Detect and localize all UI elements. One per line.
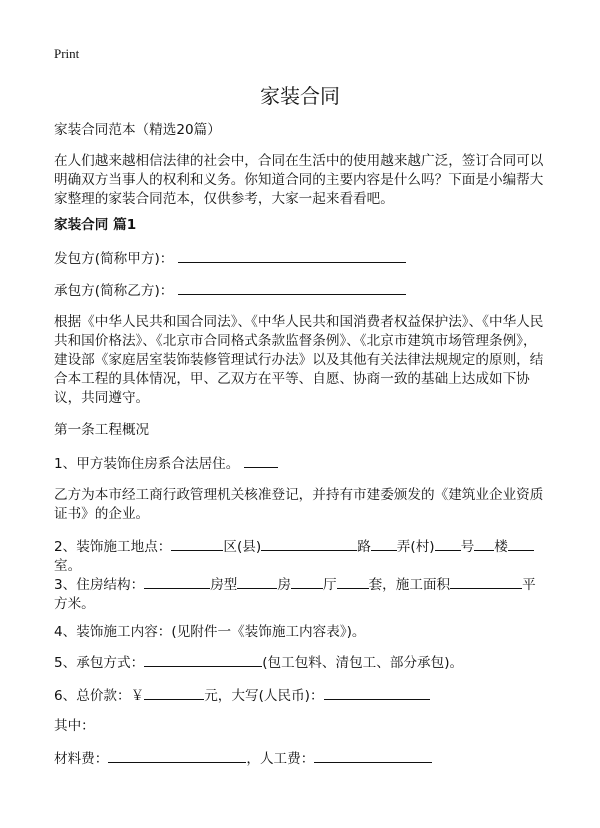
district-label: 区(县) bbox=[223, 539, 262, 555]
hall-label: 厅 bbox=[323, 577, 337, 593]
item-1-text: 1、甲方装饰住房系合法居住。 bbox=[54, 456, 240, 472]
type-label: 房型 bbox=[210, 577, 238, 593]
fees-line bbox=[54, 749, 548, 769]
blank bbox=[337, 575, 369, 589]
party-b-field bbox=[54, 281, 548, 301]
item-4: 4、装饰施工内容：(见附件一《装饰施工内容表》)。 bbox=[54, 624, 366, 640]
blank bbox=[237, 575, 277, 589]
blank bbox=[108, 749, 246, 763]
room-count-label: 房 bbox=[277, 577, 291, 593]
page-title: 家装合同 bbox=[260, 84, 340, 108]
party-a-field bbox=[54, 249, 548, 269]
section-heading: 家装合同 篇1 bbox=[54, 217, 137, 233]
number-label: 号 bbox=[460, 539, 475, 555]
blank bbox=[324, 686, 430, 700]
suite-label: 套，施工面积 bbox=[368, 577, 451, 593]
blank bbox=[144, 575, 210, 589]
subtitle: 家装合同范本（精选20篇） bbox=[54, 122, 221, 138]
blank bbox=[474, 537, 494, 551]
lane-label: 弄(村) bbox=[396, 539, 435, 555]
blank bbox=[508, 537, 534, 551]
item-3 bbox=[54, 575, 548, 614]
item-6-label: 6、总价款：￥ bbox=[54, 688, 145, 704]
among-label: 其中： bbox=[54, 718, 95, 734]
item-5-options: (包工包料、清包工、部分承包)。 bbox=[262, 655, 464, 671]
blank bbox=[371, 537, 397, 551]
item-2 bbox=[54, 537, 548, 576]
labor-label: ，人工费： bbox=[246, 751, 315, 767]
item-5 bbox=[54, 653, 548, 673]
road-label: 路 bbox=[357, 539, 371, 555]
building-label: 楼 bbox=[494, 539, 508, 555]
item-3-label: 3、住房结构： bbox=[54, 577, 145, 593]
blank bbox=[144, 686, 204, 700]
unit-label: 平方米。 bbox=[54, 577, 536, 612]
blank bbox=[261, 537, 357, 551]
party-b-blank bbox=[178, 281, 406, 295]
blank bbox=[314, 749, 432, 763]
material-label: 材料费： bbox=[54, 751, 109, 767]
item-1 bbox=[54, 454, 548, 474]
room-label: 室。 bbox=[54, 558, 82, 574]
blank bbox=[435, 537, 461, 551]
print-link[interactable]: Print bbox=[54, 46, 80, 61]
item-1-blank bbox=[244, 454, 278, 468]
article-1-heading: 第一条工程概况 bbox=[54, 422, 150, 438]
item-6 bbox=[54, 686, 548, 706]
basis-paragraph: 根据《中华人民共和国合同法》、《中华人民共和国消费者权益保护法》、《中华人民共和国价格法》、《北京市合同格式条款监督条例》、《北京市建筑市场管理条例》，建设部《家庭居室装饰装修管理试行办法》以及其他有关法律法规规定的原则，结合本工程的具体情况，甲、乙双方在平等、自愿、协商一致的基础上达成如下协议，共同遵守。 bbox=[54, 314, 544, 406]
item-5-label: 5、承包方式： bbox=[54, 655, 145, 671]
item-2-label: 2、装饰施工地点： bbox=[54, 539, 172, 555]
yuan-label: 元，大写(人民币)： bbox=[204, 688, 324, 704]
party-a-blank bbox=[178, 249, 406, 263]
party-b-description: 乙方为本市经工商行政管理机关核准登记，并持有市建委颁发的《建筑业企业资质证书》的企业。 bbox=[54, 487, 544, 522]
party-a-label: 发包方(简称甲方)： bbox=[54, 251, 174, 267]
intro-paragraph: 在人们越来越相信法律的社会中，合同在生活中的使用越来越广泛，签订合同可以明确双方当事人的权利和义务。你知道合同的主要内容是什么吗？下面是小编帮大家整理的家装合同范本，仅供参考，大家一起来看看吧。 bbox=[54, 153, 544, 207]
party-b-label: 承包方(简称乙方)： bbox=[54, 283, 174, 299]
blank bbox=[450, 575, 522, 589]
blank bbox=[144, 653, 262, 667]
blank bbox=[171, 537, 223, 551]
blank bbox=[291, 575, 323, 589]
